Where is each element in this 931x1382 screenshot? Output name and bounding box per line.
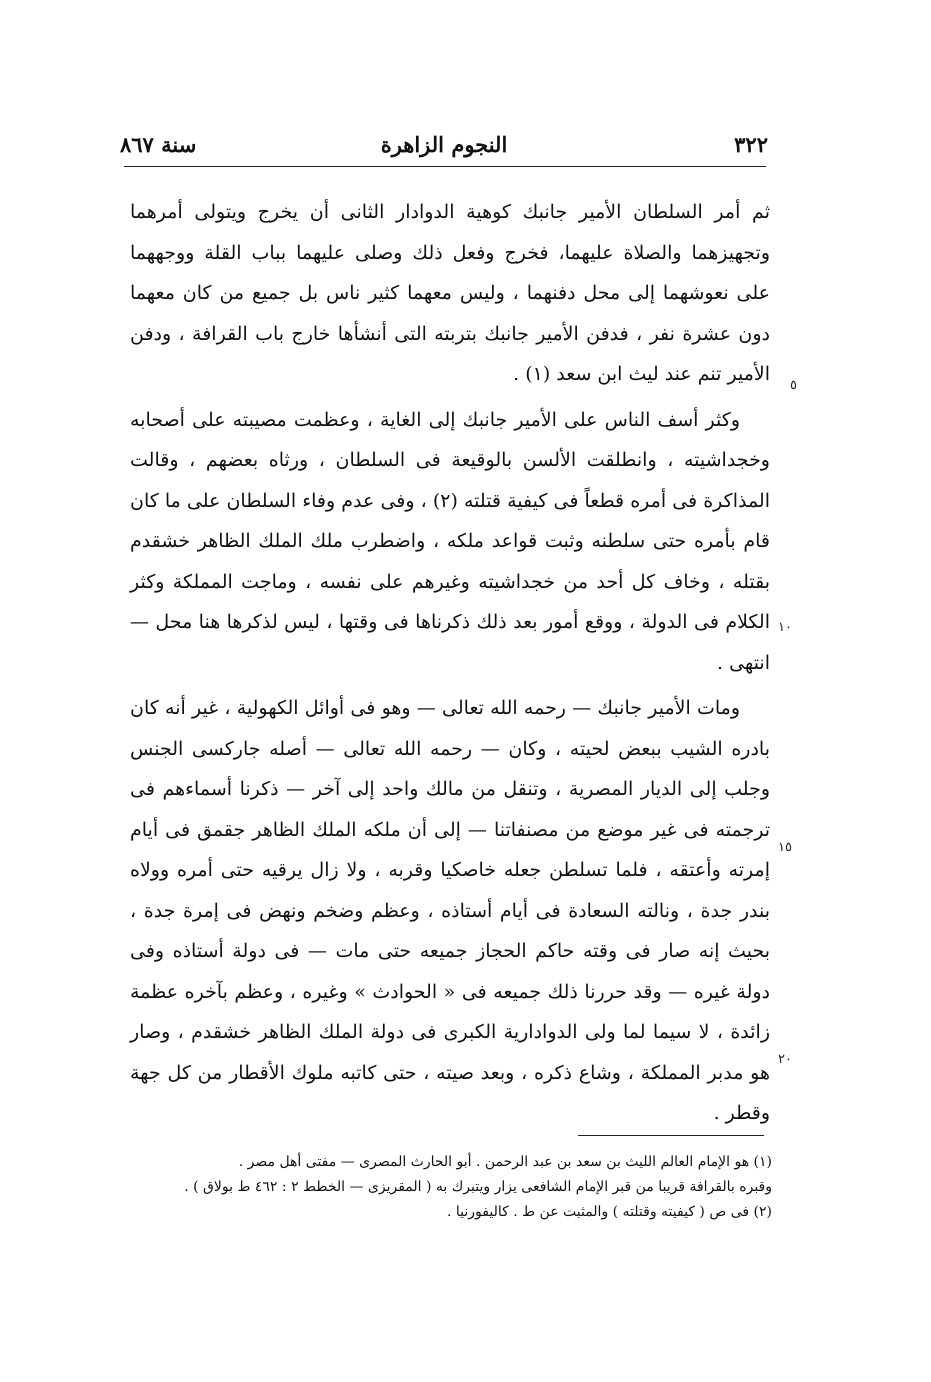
book-title: النجوم الزاهرة bbox=[380, 132, 508, 157]
page-number: ٣٢٢ bbox=[734, 132, 768, 157]
footnote-2: (٢) فى ص ( كيفيته وقتلته ) والمثبت عن ط . كاليفورنيا . bbox=[447, 1204, 772, 1220]
paragraph-grief: وكثر أسف الناس على الأمير جانبك إلى الغاية ، وعظمت مصيبته على أصحابه وخجداشيته ، وانطلقت الألسن بالوقيعة فى السلطان ، ورثاه بعضهم ، وقالت المذاكرة فى أمره قطعاً فى كيفية قتلته (٢) ، وفى عدم وفاء السلطان على ما كان قام بأمره حتى سلطنه وثبت قواعد ملكه ، واضطرب ملك الملك الظاهر خشقدم بقتله ، وخاف كل أحد من خجداشيته وغيرهم على نفسه ، وماجت المملكة وكثر الكلام فى الدولة ، ووقع أمور بعد ذلك ذكرناها فى وقتها ، ليس لذكرها هنا محل — انتهى . bbox=[130, 408, 770, 674]
paragraph-biography: ومات الأمير جانبك — رحمه الله تعالى — وهو فى أوائل الكهولية ، غير أنه كان بادره الشيب ببعض لحيته ، وكان — رحمه الله تعالى — أصله جاركسى الجنس وجلب إلى الديار المصرية ، وتنقل من مالك واحد إلى آخر — ذكرنا أسماءهم فى ترجمته فى غير موضع من مصنفاتنا — إلى أن ملكه الملك الظاهر جقمق فى أيام إمرته وأعتقه ، فلما تسلطن جعله خاصكيا وقربه ، ولا زال يرقيه حتى أمره وولاه بندر جدة ، ونالته السعادة فى أيام أستاذه ، وعظم وضخم ونهض فى إمرة جدة ، بحيث إنه صار فى وقته حاكم الحجاز جميعه حتى مات — فى دولة أستاذه وفى دولة غيره — وقد حررنا ذلك جميعه فى « الحوادث » وغيره ، وعظم بآخره عظمة زائدة ، لا سيما لما ولى الدوادارية الكبرى فى دولة الملك الظاهر خشقدم ، وصار هو مدبر المملكة ، وشاع ذكره ، وبعد صيته ، حتى كاتبه ملوك الأقطار من كل جهة وقطر . bbox=[130, 697, 770, 1124]
footnote-1: (١) هو الإمام العالم الليث بن سعد بن عبد الرحمن . أبو الحارث المصرى — مفتى أهل مصر . bbox=[238, 1154, 772, 1170]
footnote-rule bbox=[578, 1135, 764, 1136]
line-number-10: ١٠ bbox=[778, 620, 792, 635]
line-number-15: ١٥ bbox=[778, 840, 792, 855]
running-header bbox=[120, 128, 768, 168]
line-number-20: ٢٠ bbox=[778, 1052, 792, 1067]
year-label: سنة ٨٦٧ bbox=[120, 132, 197, 157]
main-text bbox=[130, 192, 770, 1134]
footnote-1-continued: وقبره بالقرافة قريبا من قبر الإمام الشافعى يزار ويتبرك به ( المقريزى — الخطط ٢ : ٤٦٢ ط بولاق ) . bbox=[184, 1179, 772, 1195]
header-rule bbox=[124, 166, 766, 167]
line-number-5: ٥ bbox=[790, 378, 797, 393]
footnotes bbox=[128, 1150, 772, 1225]
paragraph-burial: ثم أمر السلطان الأمير جانبك كوهية الدوادار الثانى أن يخرج ويتولى أمرهما وتجهيزهما والصلاة عليهما، فخرج وفعل ذلك وصلى عليهما بباب القلة ووجههما على نعوشهما إلى محل دفنهما ، وليس معهما كثير ناس بل جميع من كان معهما دون عشرة نفر ، فدفن الأمير جانبك بتربته التى أنشأها خارج باب القرافة ، ودفن الأمير تنم عند ليث ابن سعد (١) . bbox=[130, 201, 770, 385]
